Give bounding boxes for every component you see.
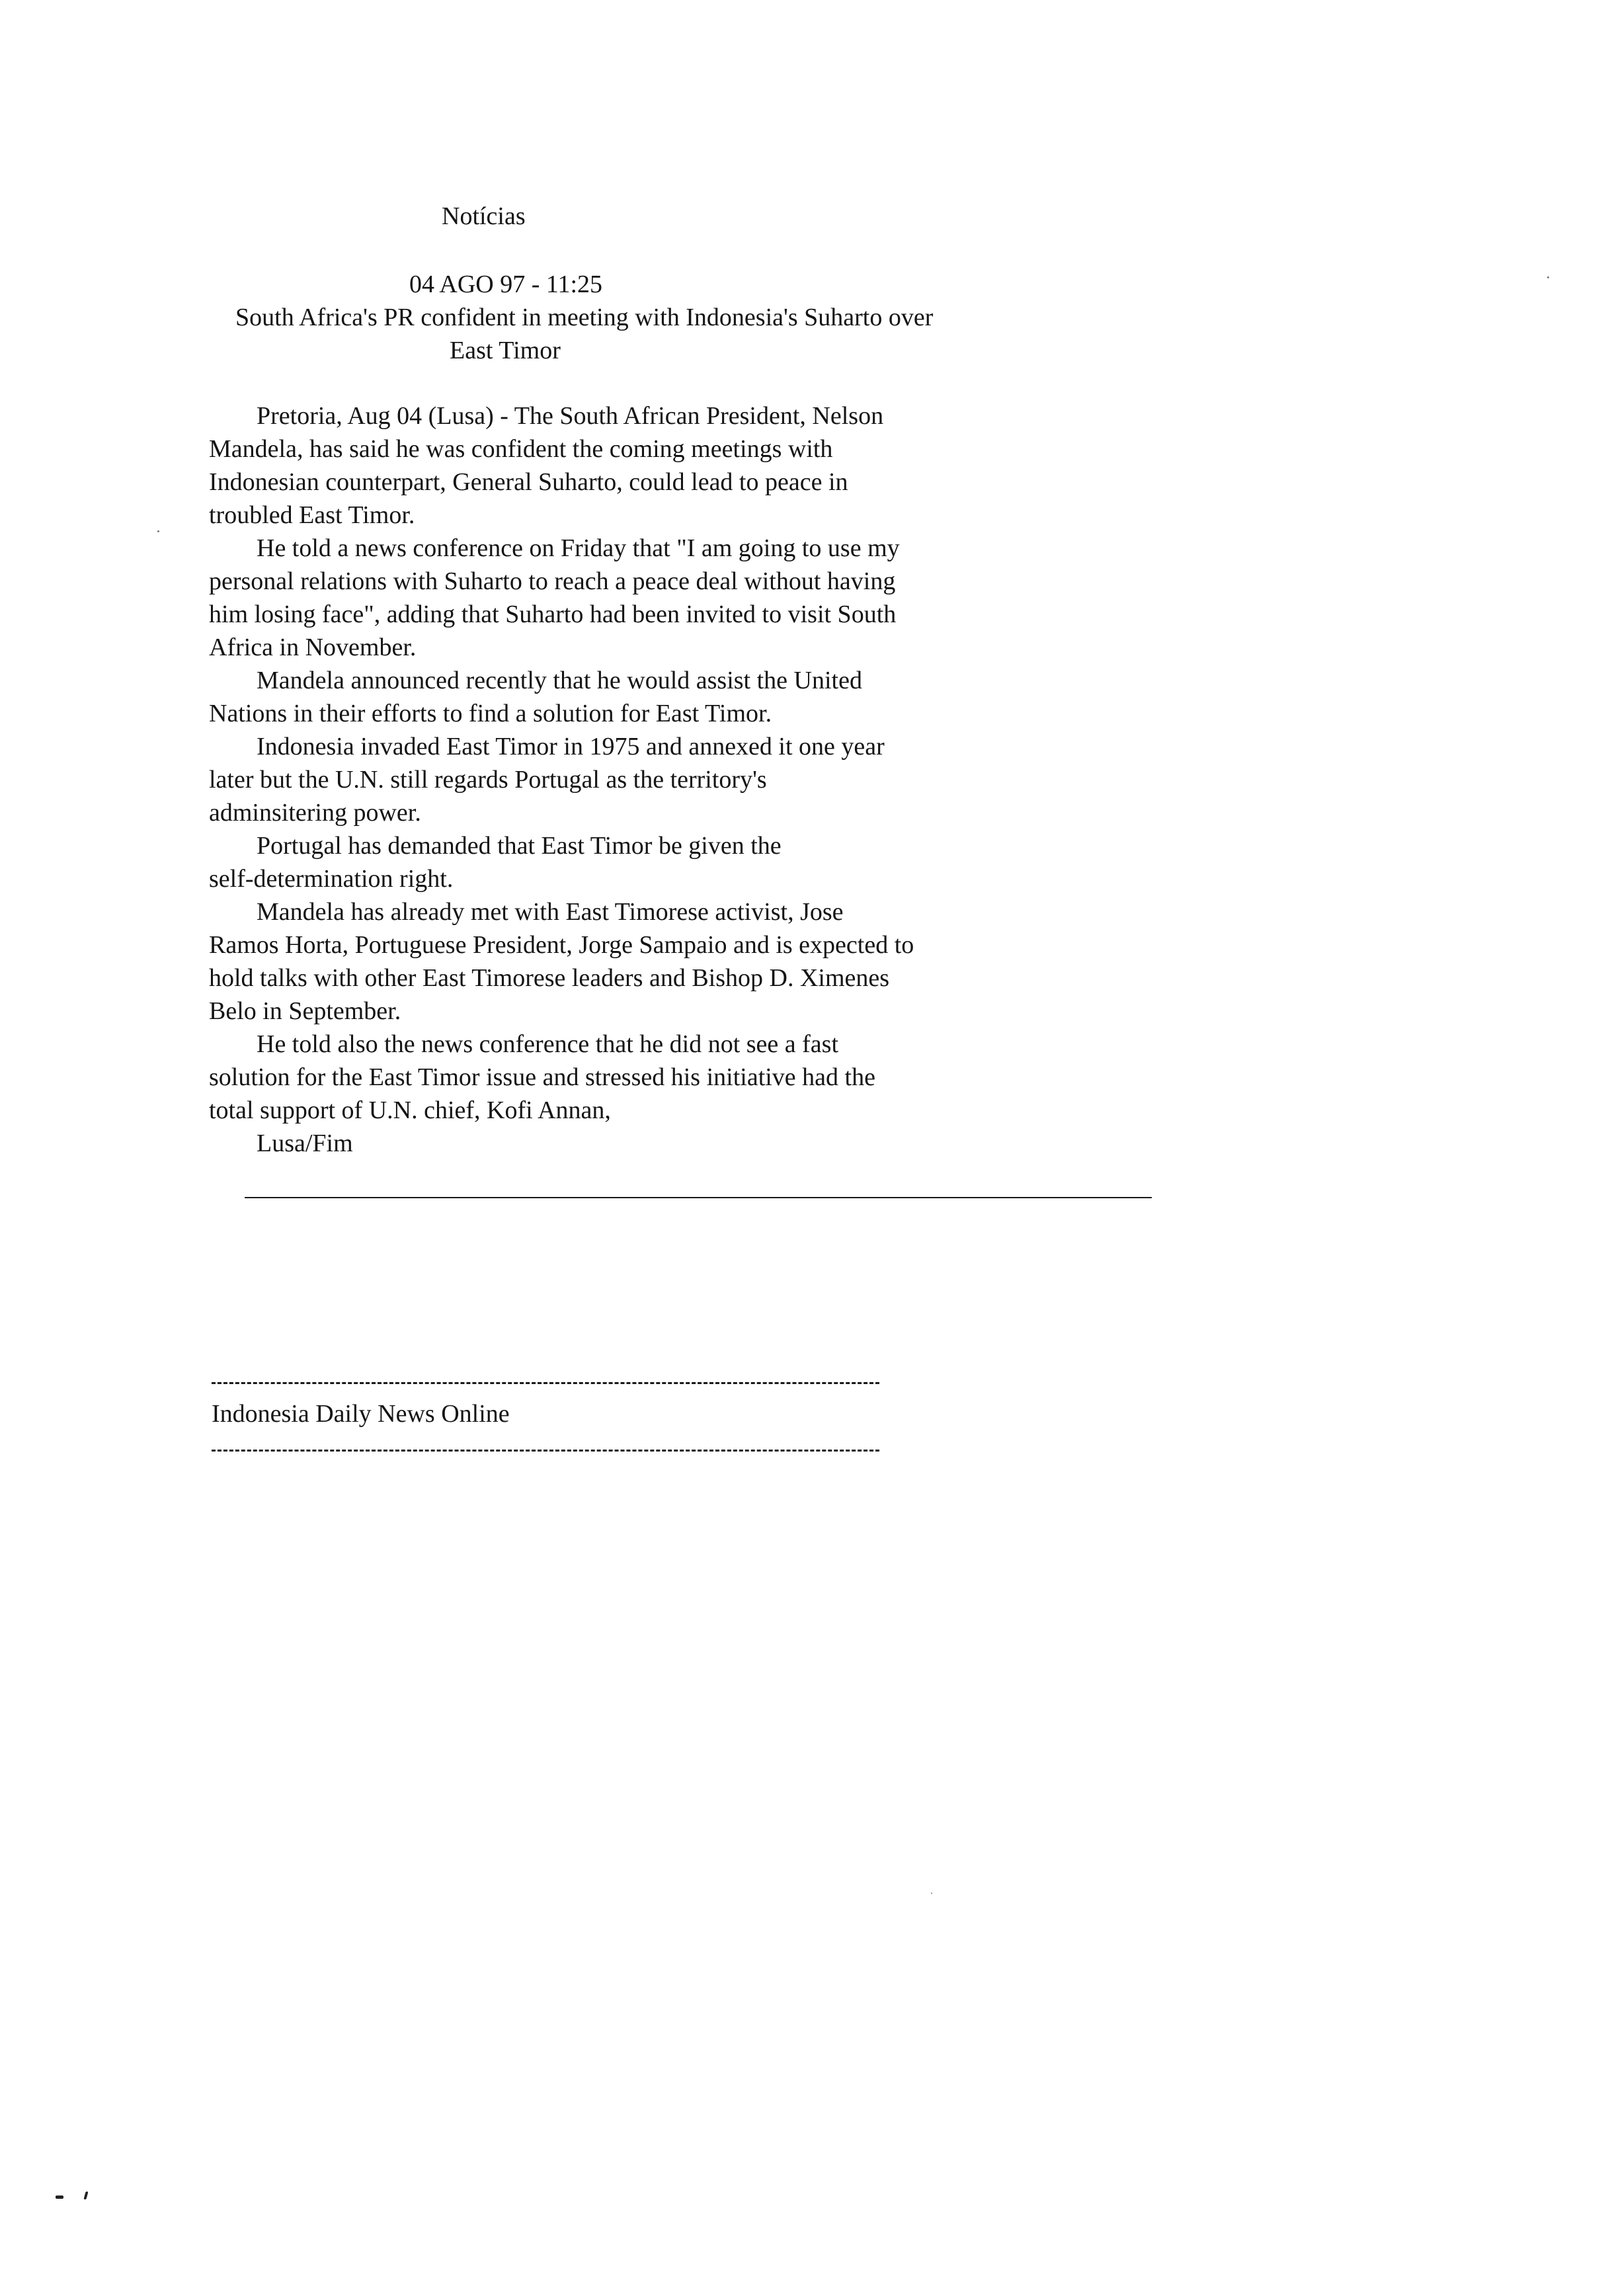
- paragraph: [209, 1028, 1035, 1127]
- paragraph: [209, 664, 1035, 730]
- paragraph-line: adminsitering power.: [209, 799, 421, 827]
- article-divider: [245, 1197, 1152, 1198]
- paragraph: [209, 532, 1035, 664]
- paragraph: [209, 829, 1035, 895]
- paragraph-line: later but the U.N. still regards Portugal as the territory's: [209, 766, 767, 794]
- paragraph-line: hold talks with other East Timorese leaders and Bishop D. Ximenes: [209, 964, 890, 992]
- paragraph-line: Pretoria, Aug 04 (Lusa) - The South African President, Nelson: [257, 402, 884, 430]
- footer-source: Indonesia Daily News Online: [212, 1400, 510, 1428]
- paragraph-line: Belo in September.: [209, 997, 401, 1025]
- footer-dashed-rule-top: [212, 1382, 879, 1384]
- scan-speck: [83, 2192, 88, 2199]
- paragraph: [209, 895, 1035, 1028]
- paragraph-line: him losing face", adding that Suharto had been invited to visit South: [209, 600, 897, 628]
- paragraph-line: Mandela has already met with East Timorese activist, Jose: [257, 898, 844, 926]
- paragraph-line: Indonesian counterpart, General Suharto, could lead to peace in: [209, 468, 848, 496]
- paragraph-line: total support of U.N. chief, Kofi Annan,: [209, 1096, 611, 1124]
- signoff: Lusa/Fim: [257, 1129, 353, 1157]
- scan-speck: [931, 1893, 932, 1894]
- paragraph-line: solution for the East Timor issue and stressed his initiative had the: [209, 1063, 875, 1091]
- headline-line-2: East Timor: [450, 337, 561, 364]
- paragraph: [209, 399, 1035, 532]
- paragraph-line: self-determination right.: [209, 865, 454, 893]
- paragraph-line: Nations in their efforts to find a solution for East Timor.: [209, 700, 772, 727]
- dateline: 04 AGO 97 - 11:25: [409, 270, 603, 298]
- footer-dashed-rule-bottom: [212, 1450, 879, 1452]
- paragraph-line: Africa in November.: [209, 634, 417, 661]
- section-label: Notícias: [442, 202, 526, 230]
- paragraph-line: Ramos Horta, Portuguese President, Jorge Sampaio and is expected to: [209, 931, 914, 959]
- paragraph-line: troubled East Timor.: [209, 501, 415, 529]
- paragraph: [209, 730, 1035, 829]
- paragraph-line: Portugal has demanded that East Timor be given the: [257, 832, 782, 860]
- article-body: [209, 399, 1035, 1160]
- scan-speck: [157, 530, 159, 532]
- paragraph-line: Mandela, has said he was confident the coming meetings with: [209, 435, 833, 463]
- signoff-block: [209, 1127, 1035, 1160]
- paragraph-line: personal relations with Suharto to reach a peace deal without having: [209, 567, 896, 595]
- paragraph-line: Mandela announced recently that he would assist the United: [257, 667, 862, 694]
- paragraph-line: Indonesia invaded East Timor in 1975 and annexed it one year: [257, 733, 885, 760]
- paragraph-line: He told a news conference on Friday that "I am going to use my: [257, 534, 900, 562]
- scan-speck: [56, 2195, 63, 2199]
- headline-line-1: South Africa's PR confident in meeting with Indonesia's Suharto over: [235, 304, 934, 331]
- scan-speck: [1547, 276, 1549, 278]
- paragraph-line: He told also the news conference that he did not see a fast: [257, 1030, 839, 1058]
